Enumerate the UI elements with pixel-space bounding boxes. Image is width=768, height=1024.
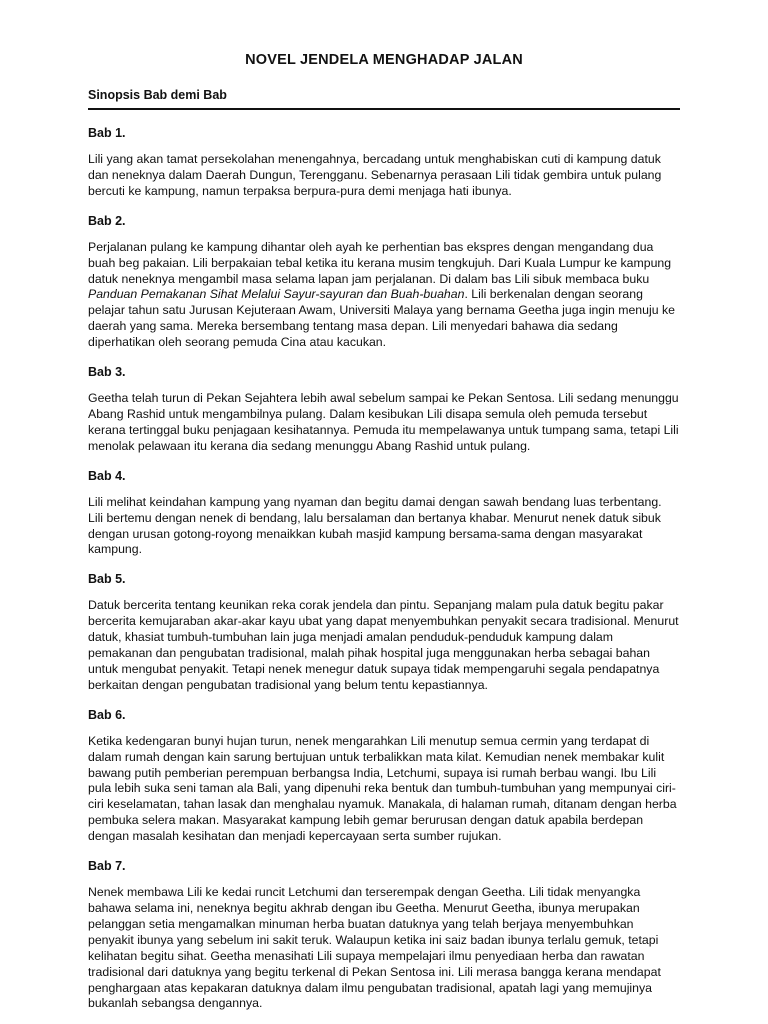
chapter-heading: Bab 5.: [88, 572, 126, 587]
chapter-heading: Bab 6.: [88, 707, 126, 722]
chapter-3: [88, 363, 680, 455]
chapter-text: Lili melihat keindahan kampung yang nyaman dan begitu damai dengan sawah bendang luas terbentang. Lili bertemu dengan nenek di bendang, lalu bersalaman dan bertanya khabar. Menurut nenek datuk sibuk dengan urusan gotong-royong menaikkan kubah masjid kampung bersama-sama dengan masyarakat kampung.: [88, 494, 662, 557]
chapter-2: [88, 212, 680, 351]
chapter-text-before: Perjalanan pulang ke kampung dihantar oleh ayah ke perhentian bas ekspres dengan mengandang dua buah beg pakaian. Lili berpakaian tebal ketika itu kerana musim tengkujuh. Dari Kuala Lumpur ke kampung datuk neneknya mengambil masa selama lapan jam perjalanan. Di dalam bas Lili sibuk membaca buku: [88, 239, 672, 286]
book-title-italic: Panduan Pemakanan Sihat Melalui Sayur-sayuran dan Buah-buahan: [88, 287, 465, 302]
chapter-text: [88, 240, 680, 351]
chapter-text: Nenek membawa Lili ke kedai runcit Letchumi dan terserempak dengan Geetha. Lili tidak menyangka bahawa selama ini, neneknya begitu akhrab dengan ibu Geetha. Menurut Geetha, ibunya merupakan pelanggan setia mengamalkan minuman herba buatan datuknya yang telah berjaya menyembuhkan penyakit ibunya yang sebelum ini sakit teruk. Walaupun ketika ini saiz badan ibunya terlalu gemuk, tetapi kelihatan begitu sihat. Geetha menasihati Lili supaya mempelajari ilmu penyediaan herba dan rawatan tradisional dari datuknya yang begitu terkenal di Pekan Sentosa ini. Lili merasa bangga kerana mendapat penghargaan atas kepakaran datuknya dalam ilmu pengubatan tradisional, apatah lagi yang memujinya bukanlah sebangsa dengannya.: [88, 885, 661, 1011]
chapter-heading: Bab 7.: [88, 859, 126, 874]
chapter-6: [88, 706, 680, 845]
document-title: NOVEL JENDELA MENGHADAP JALAN: [245, 52, 523, 68]
document-subtitle: Sinopsis Bab demi Bab: [88, 88, 680, 110]
chapter-7: [88, 857, 680, 1012]
chapter-text-after: . Lili berkenalan dengan seorang pelajar tahun satu Jurusan Kejuteraan Awam, Universiti Malaya yang bernama Geetha juga ingin menuju ke daerah yang sama. Mereka bersembang tentang masa depan. Lili menyedari bahawa dia sedang diperhatikan oleh seorang pemuda Cina atau kacukan.: [88, 287, 675, 350]
chapter-text: Datuk bercerita tentang keunikan reka corak jendela dan pintu. Sepanjang malam pula datuk begitu pakar bercerita kemujaraban akar-akar kayu ubat yang dapat menyembuhkan penyakit secara tradisional. Menurut datuk, khasiat tumbuh-tumbuhan lain juga menjadi amalan penduduk-penduduk kampung dalam pemakanan dan pengubatan tradisional, malah pihak hospital juga menggunakan herba sebagai bahan untuk mengubat penyakit. Tetapi nenek menegur datuk supaya tidak mempengaruhi segala pendapatnya berkaitan dengan pengubatan tradisional yang belum tentu kepastiannya.: [88, 598, 679, 692]
chapter-heading: Bab 3.: [88, 365, 126, 380]
chapter-text: Geetha telah turun di Pekan Sejahtera lebih awal sebelum sampai ke Pekan Sentosa. Lili sedang menunggu Abang Rashid untuk mengambilnya pulang. Dalam kesibukan Lili disapa semula oleh pemuda tersebut kerana tertinggal buku penjagaan kesihatannya. Pemuda itu mempelawanya untuk tumpang sama, tetapi Lili menolak pelawaan itu kerana dia sedang menunggu Abang Rashid untuk pulang.: [88, 391, 679, 453]
chapter-5: [88, 570, 680, 693]
chapter-text: Ketika kedengaran bunyi hujan turun, nenek mengarahkan Lili menutup semua cermin yang terdapat di dalam rumah dengan kain sarung bertujuan untuk terbalikkan mata kilat. Kemudian nenek membakar kulit bawang putih pemberian perempuan berbangsa India, Letchumi, supaya isi rumah berbau wangi. Ibu Lili pula lebih suka seni taman ala Bali, yang dipenuhi reka bentuk dan tumbuh-tumbuhan yang mempunyai ciri-ciri keselamatan, tahan lasak dan menghalau nyamuk. Manakala, di halaman rumah, ditanam dengan herba pembuka selera makan. Masyarakat kampung lebih gemar berurusan dengan datuk apabila berdepan dengan masalah kesihatan dan menjadi kepercayaan serta sumber rujukan.: [88, 733, 677, 844]
chapter-heading: Bab 1.: [88, 126, 126, 140]
chapter-1: [88, 124, 680, 200]
chapter-heading: Bab 2.: [88, 213, 126, 228]
chapter-heading: Bab 4.: [88, 468, 126, 483]
chapter-text: Lili yang akan tamat persekolahan menengahnya, bercadang untuk menghabiskan cuti di kampung datuk dan neneknya dalam Daerah Dungun, Terengganu. Sebenarnya perasaan Lili tidak gembira untuk pulang bercuti ke kampung, namun terpaksa berpura-pura demi menjaga hati ibunya.: [88, 152, 662, 198]
chapter-4: [88, 467, 680, 559]
